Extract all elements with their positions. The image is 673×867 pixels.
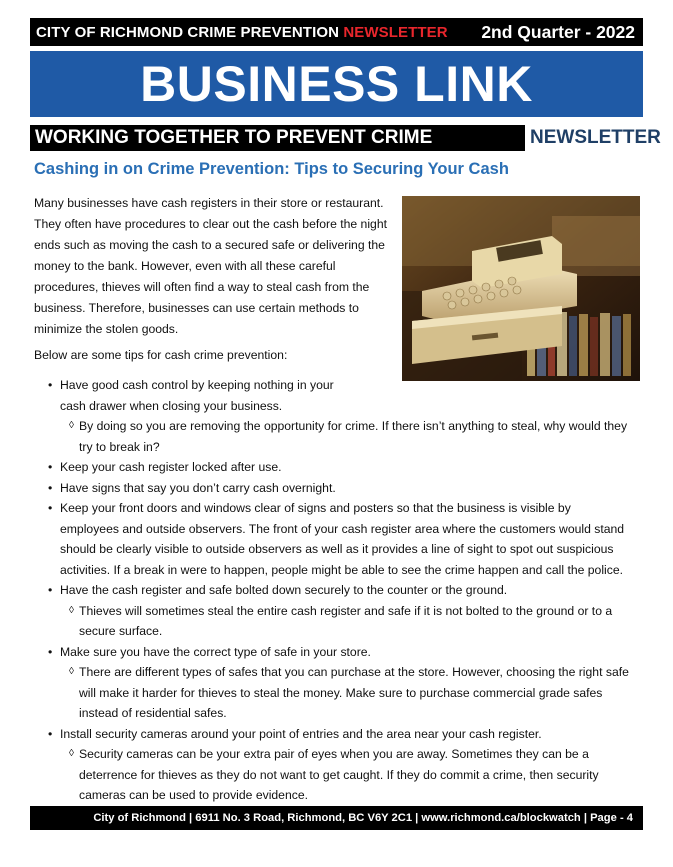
tip-text: Have good cash control by keeping nothing in your cash drawer when closing your business. <box>60 378 334 413</box>
tip-text: Have the cash register and safe bolted down securely to the counter or the ground. <box>60 583 508 597</box>
cash-register-photo <box>402 196 640 381</box>
article-title: Cashing in on Crime Prevention: Tips to Securing Your Cash <box>34 160 509 178</box>
tip-text: Keep your cash register locked after use. <box>60 460 282 474</box>
top-header-bar <box>30 18 643 46</box>
tagline-bar: WORKING TOGETHER TO PREVENT CRIME <box>30 125 525 151</box>
list-item <box>48 375 360 416</box>
tip-text: Have signs that say you don’t carry cash overnight. <box>60 480 336 495</box>
banner-title: BUSINESS LINK <box>30 51 643 117</box>
sub-tip-text: Thieves will sometimes steal the entire cash register and safe if it is not bolted to the ground or to a secure surface. <box>79 603 613 638</box>
sub-list-item <box>48 601 633 642</box>
intro-paragraph <box>34 193 396 340</box>
sub-list-item <box>48 662 639 724</box>
org-title <box>36 24 448 41</box>
tips-list <box>48 375 638 806</box>
sub-list-item <box>48 416 633 457</box>
tip-text: Install security cameras around your point of entries and the area near your cash register. <box>60 726 542 741</box>
list-item <box>48 457 638 478</box>
footer-bar: City of Richmond | 6911 No. 3 Road, Richmond, BC V6Y 2C1 | www.richmond.ca/blockwatch | Page - 4 <box>30 806 643 830</box>
issue-label: 2nd Quarter - 2022 <box>481 21 635 42</box>
list-item <box>48 724 638 745</box>
intro-text: Many businesses have cash registers in their store or restaurant. They often have procedures to clear out the cash before the night ends such as moving the cash to a secured safe or delivering the money to the bank. However, even with all these careful procedures, thieves will often find a way to steal cash from the business. Therefore, businesses can use certain methods to minimize the stolen goods. <box>34 196 387 336</box>
list-item <box>48 498 626 580</box>
list-item <box>48 642 638 663</box>
list-item <box>48 580 638 601</box>
diamond-bullet-icon: ◊ <box>69 420 74 431</box>
diamond-bullet-icon: ◊ <box>69 604 74 616</box>
sub-tip-text: By doing so you are removing the opportunity for crime. If there isn’t anything to steal, why would they try to break in? <box>79 419 628 454</box>
sub-list-item <box>48 744 619 806</box>
tips-intro: Below are some tips for cash crime prevention: <box>34 348 288 362</box>
diamond-bullet-icon: ◊ <box>69 748 74 759</box>
sub-tip-text: Security cameras can be your extra pair of eyes when you are away. Sometimes they can be a deterrence for thieves as they do not want to get caught. If they do commit a crime, then security cameras can be used to provide evidence. <box>79 747 599 802</box>
sub-tip-text: There are different types of safes that you can purchase at the store. However, choosing the right safe will make it harder for thieves to steal the money. Make sure to purchase commercial grade safes instead of residential safes. <box>79 665 629 720</box>
org-title-text: CITY OF RICHMOND CRIME PREVENTION <box>36 23 340 41</box>
newsletter-word: NEWSLETTER <box>343 23 448 41</box>
tip-text: Make sure you have the correct type of safe in your store. <box>60 644 371 659</box>
list-item <box>48 478 638 499</box>
diamond-bullet-icon: ◊ <box>69 666 74 677</box>
tagline-newsletter-label: NEWSLETTER <box>530 127 661 148</box>
tip-text: Keep your front doors and windows clear of signs and posters so that the business is visible by employees and outside observers. The front of your cash register area where the customers would stand should be clearly visible to outside observers as well as it provides a line of sight to spot out suspicious activities. If a break in were to happen, people might be able to see the crime happen and call the police. <box>60 501 625 577</box>
